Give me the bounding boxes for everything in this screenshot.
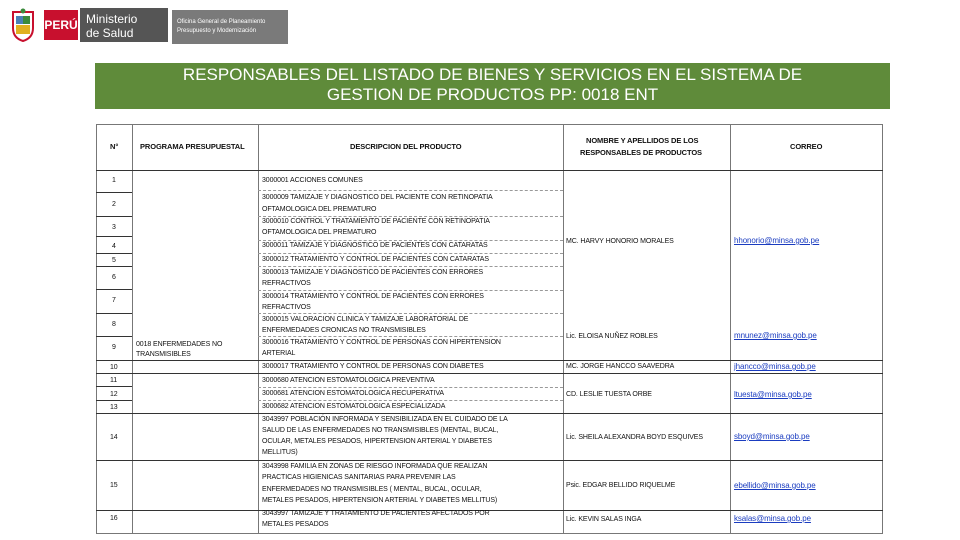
header-responsible-line2: RESPONSABLES DE PRODUCTOS: [580, 148, 702, 157]
product-description: 3000681 ATENCION ESTOMATOLOGICA RECUPERATIVA: [262, 390, 444, 397]
row-number: 12: [110, 391, 118, 398]
office-line2: Presupuesto y Modernización: [177, 28, 257, 34]
description-separator: [258, 240, 563, 241]
ministry-line1: Ministerio: [86, 12, 138, 26]
description-separator: [258, 266, 563, 267]
product-description: 3000014 TRATAMIENTO Y CONTROL DE PACIENTES CON ERRORES: [262, 293, 484, 300]
product-description: METALES PESADOS: [262, 521, 329, 528]
row-divider: [96, 336, 132, 337]
col-divider-num: [132, 124, 133, 534]
product-description: 3043997 POBLACIÓN INFORMADA Y SENSIBILIZADA EN EL CUIDADO DE LA: [262, 416, 508, 423]
email-link[interactable]: ltuesta@minsa.gob.pe: [734, 390, 812, 399]
product-description: 3000009 TAMIZAJE Y DIAGNOSTICO DEL PACIENTE CON RETINOPATIA: [262, 194, 493, 201]
row-number: 14: [110, 434, 118, 441]
row-divider: [96, 400, 132, 401]
row-number: 16: [110, 515, 118, 522]
product-description: OCULAR, METALES PESADOS, HIPERTENSION ARTERIAL Y DIABETES: [262, 438, 492, 445]
product-description: REFRACTIVOS: [262, 304, 311, 311]
product-description: MELLITUS): [262, 449, 298, 456]
row-number: 9: [112, 344, 116, 351]
peru-logo: PERÚ: [44, 10, 78, 40]
office-line1: Oficina General de Planeamiento: [177, 19, 266, 25]
ministry-line2: de Salud: [86, 26, 134, 40]
row-number: 3: [112, 224, 116, 231]
email-link[interactable]: ebellido@minsa.gob.pe: [734, 481, 816, 490]
row-divider: [96, 360, 883, 361]
title-banner: [95, 63, 890, 109]
responsible-name: Lic. KEVIN SALAS INGA: [566, 516, 642, 523]
description-separator: [258, 253, 563, 254]
col-divider-program: [258, 124, 259, 534]
product-description: 3000017 TRATAMIENTO Y CONTROL DE PERSONAS CON DIABETES: [262, 363, 484, 370]
description-separator: [258, 313, 563, 314]
row-divider: [96, 289, 132, 290]
email-link[interactable]: mnunez@minsa.gob.pe: [734, 331, 817, 340]
responsible-name: Lic. ELOISA NUÑEZ ROBLES: [566, 333, 658, 340]
responsibles-table: [96, 124, 883, 534]
header-program: PROGRAMA PRESUPUESTAL: [140, 142, 245, 151]
row-divider: [96, 266, 132, 267]
program-line1: 0018 ENFERMEDADES NO: [136, 341, 223, 348]
product-description: ARTERIAL: [262, 350, 296, 357]
header-divider: [96, 170, 883, 171]
header-email: CORREO: [790, 142, 823, 151]
product-description: 3000012 TRATAMIENTO Y CONTROL DE PACIENTES CON CATARATAS: [262, 256, 489, 263]
row-number: 15: [110, 482, 118, 489]
product-description: 3000015 VALORACION CLINICA Y TAMIZAJE LABORATORIAL DE: [262, 316, 469, 323]
row-number: 8: [112, 321, 116, 328]
row-number: 10: [110, 364, 118, 371]
row-number: 11: [110, 377, 118, 384]
program-line2: TRANSMISIBLES: [136, 351, 191, 358]
header-description: DESCRIPCION DEL PRODUCTO: [350, 142, 462, 151]
row-divider: [96, 373, 883, 374]
email-link[interactable]: ksalas@minsa.gob.pe: [734, 514, 811, 523]
row-divider: [96, 253, 132, 254]
responsible-name: MC. JORGE HANCCO SAAVEDRA: [566, 363, 675, 370]
row-divider: [96, 386, 132, 387]
row-number: 1: [112, 177, 116, 184]
product-description: ENFERMEDADES CRONICAS NO TRANSMISIBLES: [262, 327, 426, 334]
description-separator: [258, 216, 563, 217]
row-number: 4: [112, 243, 116, 250]
row-number: 2: [112, 201, 116, 208]
product-description: ENFERMEDADES NO TRANSMISIBLES ( MENTAL, BUCAL, OCULAR,: [262, 486, 482, 493]
product-description: PRACTICAS HIGIENICAS SANITARIAS PARA PREVENIR LAS: [262, 474, 456, 481]
email-link[interactable]: sboyd@minsa.gob.pe: [734, 432, 810, 441]
responsible-name: Lic. SHEILA ALEXANDRA BOYD ESQUIVES: [566, 434, 703, 441]
product-description: 3043997 TAMIZAJE Y TRATAMIENTO DE PACIENTES AFECTADOS POR: [262, 510, 490, 517]
col-divider-responsible: [730, 124, 731, 534]
product-description: 3000682 ATENCION ESTOMATOLOGICA ESPECIALIZADA: [262, 403, 446, 410]
product-description: 3000013 TAMIZAJE Y DIAGNOSTICO DE PACIENTES CON ERRORES: [262, 269, 484, 276]
product-description: 3000016 TRATAMIENTO Y CONTROL DE PERSONAS CON HIPERTENSION: [262, 339, 501, 346]
responsible-name: CD. LESLIE TUESTA ORBE: [566, 391, 652, 398]
product-description: REFRACTIVOS: [262, 280, 311, 287]
description-separator: [258, 290, 563, 291]
product-description: 3000001 ACCIONES COMUNES: [262, 177, 363, 184]
product-description: 3000680 ATENCION ESTOMATOLOGICA PREVENTIVA: [262, 377, 435, 384]
row-divider: [96, 413, 883, 414]
row-number: 13: [110, 404, 118, 411]
coat-of-arms-icon: [10, 8, 36, 42]
row-number: 7: [112, 297, 116, 304]
product-description: SALUD DE LAS ENFERMEDADES NO TRANSMISIBLES (MENTAL, BUCAL,: [262, 427, 499, 434]
product-description: 3000010 CONTROL Y TRATAMIENTO DE PACIENTE CON RETINOPATIA: [262, 218, 490, 225]
product-description: OFTAMOLOGICA DEL PREMATURO: [262, 229, 377, 236]
ministry-logo: [80, 8, 168, 42]
description-separator: [258, 400, 563, 401]
row-divider: [96, 460, 883, 461]
office-name: [172, 10, 288, 44]
product-description: OFTAMOLOGICA DEL PREMATURO: [262, 206, 377, 213]
row-divider: [96, 192, 132, 193]
product-description: METALES PESADOS, HIPERTENSION ARTERIAL Y DIABETES MELLITUS): [262, 497, 498, 504]
row-number: 6: [112, 274, 116, 281]
col-divider-description: [563, 124, 564, 534]
title-line1: RESPONSABLES DEL LISTADO DE BIENES Y SERVICIOS EN EL SISTEMA DE: [182, 65, 803, 84]
page-header: [0, 0, 960, 60]
header-responsible-line1: NOMBRE Y APELLIDOS DE LOS: [586, 136, 699, 145]
responsible-name: Psic. EDGAR BELLIDO RIQUELME: [566, 482, 676, 489]
email-link[interactable]: hhonorio@minsa.gob.pe: [734, 236, 820, 245]
row-divider: [96, 216, 132, 217]
title-line2: GESTION DE PRODUCTOS PP: 0018 ENT: [326, 85, 659, 104]
description-separator: [258, 190, 563, 191]
email-link[interactable]: jhancco@minsa.gob.pe: [734, 362, 816, 371]
description-separator: [258, 387, 563, 388]
header-num: N°: [110, 142, 119, 151]
row-divider: [96, 313, 132, 314]
description-separator: [258, 336, 563, 337]
responsible-name: MC. HARVY HONORIO MORALES: [566, 238, 674, 245]
row-divider: [96, 236, 132, 237]
row-number: 5: [112, 257, 116, 264]
product-description: 3043998 FAMILIA EN ZONAS DE RIESGO INFORMADA QUE REALIZAN: [262, 463, 488, 470]
product-description: 3000011 TAMIZAJE Y DIAGNOSTICO DE PACIENTES CON CATARATAS: [262, 242, 488, 249]
